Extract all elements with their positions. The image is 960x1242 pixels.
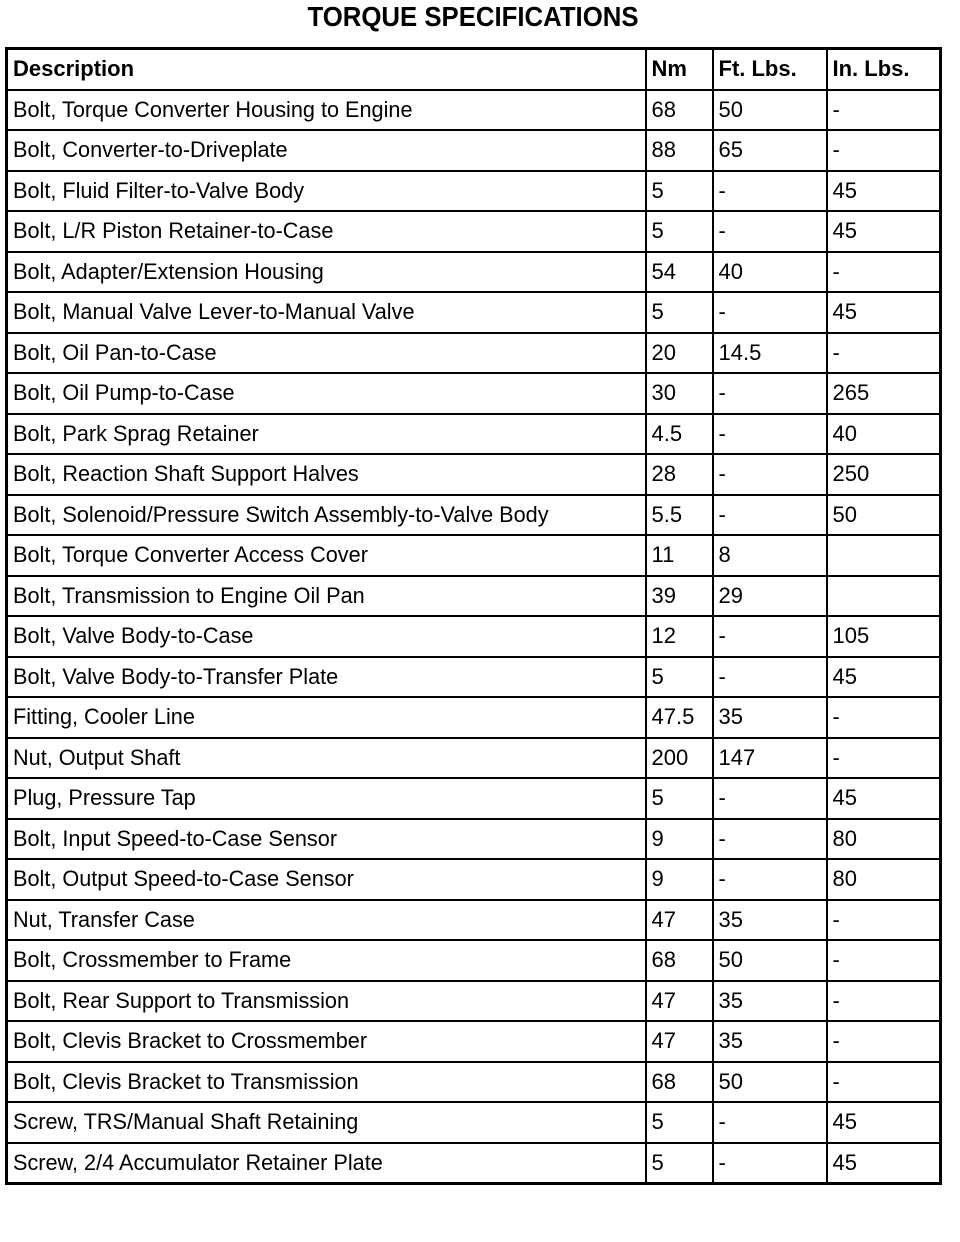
cell-ft-lbs: - <box>713 373 827 414</box>
table-row <box>7 819 941 860</box>
cell-nm: 9 <box>646 859 713 900</box>
cell-description: Bolt, Torque Converter Access Cover <box>7 535 646 576</box>
cell-nm: 68 <box>646 90 713 131</box>
table-row <box>7 616 941 657</box>
cell-nm: 5 <box>646 171 713 212</box>
cell-ft-lbs: 35 <box>713 981 827 1022</box>
cell-nm: 30 <box>646 373 713 414</box>
cell-ft-lbs: 35 <box>713 1021 827 1062</box>
cell-ft-lbs: 29 <box>713 576 827 617</box>
cell-in-lbs: - <box>827 1062 941 1103</box>
cell-description: Bolt, Manual Valve Lever-to-Manual Valve <box>7 292 646 333</box>
cell-description: Nut, Output Shaft <box>7 738 646 779</box>
table-row <box>7 90 941 131</box>
cell-ft-lbs: - <box>713 778 827 819</box>
cell-in-lbs: 45 <box>827 1102 941 1143</box>
cell-in-lbs: - <box>827 697 941 738</box>
table-row <box>7 697 941 738</box>
cell-in-lbs <box>827 576 941 617</box>
cell-nm: 68 <box>646 1062 713 1103</box>
cell-nm: 5 <box>646 1143 713 1184</box>
table-row <box>7 495 941 536</box>
cell-in-lbs: - <box>827 940 941 981</box>
table-row <box>7 1102 941 1143</box>
cell-nm: 88 <box>646 130 713 171</box>
page-title: TORQUE SPECIFICATIONS <box>307 1 639 32</box>
cell-nm: 47 <box>646 1021 713 1062</box>
cell-in-lbs: - <box>827 130 941 171</box>
cell-nm: 9 <box>646 819 713 860</box>
cell-ft-lbs: - <box>713 657 827 698</box>
table-row <box>7 454 941 495</box>
cell-in-lbs: - <box>827 333 941 374</box>
cell-in-lbs: 45 <box>827 1143 941 1184</box>
table-row <box>7 1143 941 1184</box>
torque-spec-table <box>5 47 942 1185</box>
cell-nm: 5 <box>646 657 713 698</box>
cell-in-lbs: - <box>827 981 941 1022</box>
cell-nm: 5 <box>646 1102 713 1143</box>
table-row <box>7 778 941 819</box>
cell-nm: 47.5 <box>646 697 713 738</box>
cell-description: Bolt, Torque Converter Housing to Engine <box>7 90 646 131</box>
table-row <box>7 859 941 900</box>
cell-in-lbs: 265 <box>827 373 941 414</box>
cell-nm: 47 <box>646 900 713 941</box>
header-ft-lbs: Ft. Lbs. <box>713 49 827 90</box>
cell-description: Plug, Pressure Tap <box>7 778 646 819</box>
cell-description: Bolt, Rear Support to Transmission <box>7 981 646 1022</box>
cell-nm: 54 <box>646 252 713 293</box>
table-row <box>7 657 941 698</box>
table-row <box>7 414 941 455</box>
cell-ft-lbs: - <box>713 454 827 495</box>
cell-in-lbs: - <box>827 252 941 293</box>
cell-in-lbs: 45 <box>827 211 941 252</box>
cell-description: Bolt, Input Speed-to-Case Sensor <box>7 819 646 860</box>
cell-in-lbs: 45 <box>827 657 941 698</box>
cell-in-lbs: 45 <box>827 292 941 333</box>
header-in-lbs: In. Lbs. <box>827 49 941 90</box>
cell-ft-lbs: 8 <box>713 535 827 576</box>
cell-description: Bolt, Converter-to-Driveplate <box>7 130 646 171</box>
cell-ft-lbs: - <box>713 292 827 333</box>
cell-ft-lbs: - <box>713 495 827 536</box>
cell-description: Nut, Transfer Case <box>7 900 646 941</box>
cell-description: Bolt, Adapter/Extension Housing <box>7 252 646 293</box>
cell-nm: 5 <box>646 292 713 333</box>
cell-ft-lbs: 50 <box>713 940 827 981</box>
cell-description: Screw, 2/4 Accumulator Retainer Plate <box>7 1143 646 1184</box>
table-row <box>7 576 941 617</box>
cell-in-lbs: - <box>827 900 941 941</box>
cell-ft-lbs: - <box>713 211 827 252</box>
cell-in-lbs: 45 <box>827 778 941 819</box>
cell-ft-lbs: - <box>713 819 827 860</box>
cell-description: Bolt, L/R Piston Retainer-to-Case <box>7 211 646 252</box>
cell-ft-lbs: 147 <box>713 738 827 779</box>
cell-ft-lbs: 35 <box>713 697 827 738</box>
cell-description: Bolt, Oil Pump-to-Case <box>7 373 646 414</box>
table-row <box>7 171 941 212</box>
table-row <box>7 292 941 333</box>
cell-description: Bolt, Crossmember to Frame <box>7 940 646 981</box>
cell-nm: 5 <box>646 778 713 819</box>
cell-nm: 68 <box>646 940 713 981</box>
cell-nm: 200 <box>646 738 713 779</box>
cell-description: Bolt, Valve Body-to-Transfer Plate <box>7 657 646 698</box>
table-row <box>7 211 941 252</box>
table-row <box>7 1021 941 1062</box>
cell-in-lbs: 80 <box>827 819 941 860</box>
cell-ft-lbs: - <box>713 1143 827 1184</box>
cell-ft-lbs: 35 <box>713 900 827 941</box>
table-row <box>7 940 941 981</box>
cell-in-lbs: 40 <box>827 414 941 455</box>
cell-description: Bolt, Reaction Shaft Support Halves <box>7 454 646 495</box>
cell-ft-lbs: 40 <box>713 252 827 293</box>
cell-in-lbs: 80 <box>827 859 941 900</box>
cell-nm: 28 <box>646 454 713 495</box>
header-description: Description <box>7 49 646 90</box>
table-row <box>7 1062 941 1103</box>
cell-ft-lbs: 50 <box>713 90 827 131</box>
cell-ft-lbs: - <box>713 859 827 900</box>
cell-ft-lbs: 50 <box>713 1062 827 1103</box>
cell-description: Bolt, Transmission to Engine Oil Pan <box>7 576 646 617</box>
header-nm: Nm <box>646 49 713 90</box>
table-row <box>7 981 941 1022</box>
cell-description: Bolt, Valve Body-to-Case <box>7 616 646 657</box>
table-row <box>7 738 941 779</box>
cell-description: Screw, TRS/Manual Shaft Retaining <box>7 1102 646 1143</box>
cell-nm: 4.5 <box>646 414 713 455</box>
cell-description: Bolt, Output Speed-to-Case Sensor <box>7 859 646 900</box>
cell-description: Bolt, Oil Pan-to-Case <box>7 333 646 374</box>
cell-description: Fitting, Cooler Line <box>7 697 646 738</box>
table-row <box>7 373 941 414</box>
cell-description: Bolt, Clevis Bracket to Transmission <box>7 1062 646 1103</box>
cell-description: Bolt, Park Sprag Retainer <box>7 414 646 455</box>
cell-description: Bolt, Solenoid/Pressure Switch Assembly-to-Valve Body <box>7 495 646 536</box>
cell-in-lbs: 50 <box>827 495 941 536</box>
cell-nm: 39 <box>646 576 713 617</box>
cell-in-lbs: - <box>827 738 941 779</box>
cell-ft-lbs: 65 <box>713 130 827 171</box>
table-row <box>7 333 941 374</box>
table-row <box>7 252 941 293</box>
cell-in-lbs: 45 <box>827 171 941 212</box>
cell-nm: 12 <box>646 616 713 657</box>
cell-in-lbs: 105 <box>827 616 941 657</box>
cell-description: Bolt, Fluid Filter-to-Valve Body <box>7 171 646 212</box>
cell-in-lbs: - <box>827 1021 941 1062</box>
cell-in-lbs <box>827 535 941 576</box>
table-header-row <box>7 49 941 90</box>
table-row <box>7 900 941 941</box>
cell-nm: 5 <box>646 211 713 252</box>
cell-in-lbs: 250 <box>827 454 941 495</box>
cell-nm: 5.5 <box>646 495 713 536</box>
cell-ft-lbs: 14.5 <box>713 333 827 374</box>
table-row <box>7 535 941 576</box>
cell-ft-lbs: - <box>713 1102 827 1143</box>
table-row <box>7 130 941 171</box>
cell-nm: 20 <box>646 333 713 374</box>
cell-ft-lbs: - <box>713 171 827 212</box>
cell-ft-lbs: - <box>713 616 827 657</box>
cell-nm: 47 <box>646 981 713 1022</box>
cell-nm: 11 <box>646 535 713 576</box>
cell-in-lbs: - <box>827 90 941 131</box>
cell-description: Bolt, Clevis Bracket to Crossmember <box>7 1021 646 1062</box>
cell-ft-lbs: - <box>713 414 827 455</box>
